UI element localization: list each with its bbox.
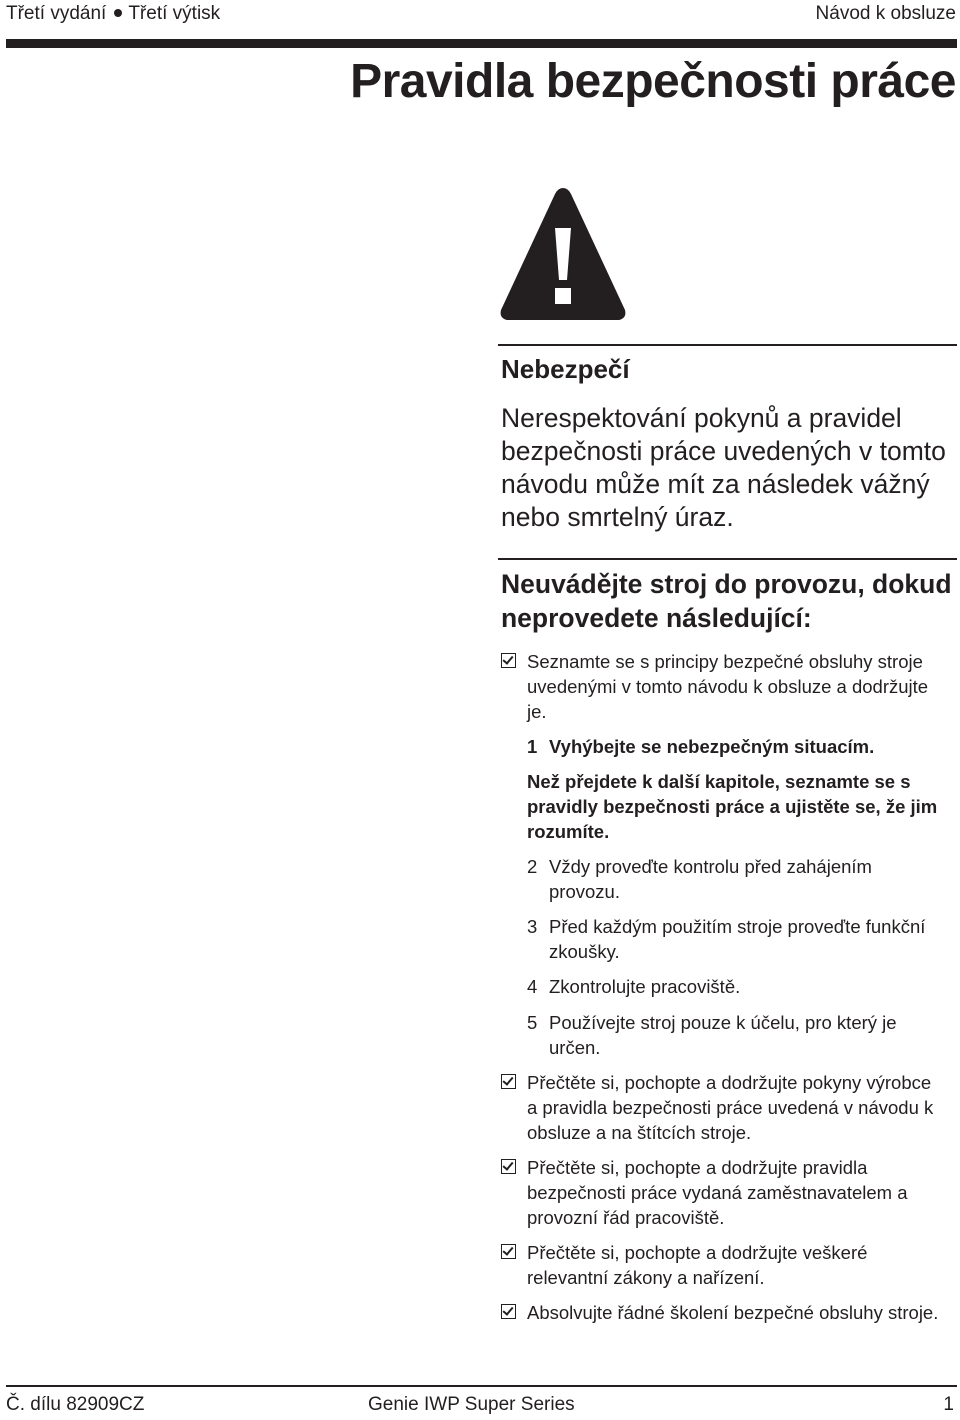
warning-triangle-icon	[498, 184, 628, 327]
checklist-item	[501, 649, 941, 724]
checklist-item	[501, 1240, 941, 1290]
checklist-item	[501, 1155, 941, 1230]
footer-part-number: Č. dílu 82909CZ	[6, 1394, 145, 1415]
header-rule	[6, 39, 957, 48]
step-item	[527, 734, 947, 759]
step-text: Před každým použitím stroje proveďte funkční zkoušky.	[549, 916, 926, 962]
danger-heading: Nebezpečí	[501, 354, 630, 384]
section-heading: Neuvádějte stroj do provozu, dokud neprovedete následující:	[501, 569, 952, 633]
section-rule	[498, 558, 957, 560]
step-item	[527, 1010, 947, 1060]
step-number: 2	[527, 856, 538, 877]
footer-page-number: 1	[943, 1394, 954, 1415]
edition-text: Třetí vydání	[6, 3, 107, 24]
step-text: Vždy proveďte kontrolu před zahájením provozu.	[549, 856, 872, 902]
checkbox-checked-icon	[501, 1304, 516, 1319]
checklist-text: Přečtěte si, pochopte a dodržujte pokyny výrobce a pravidla bezpečnosti práce uvedená v návodu k obsluze a na štítcích stroje.	[527, 1072, 934, 1143]
step-number: 3	[527, 916, 538, 937]
checklist-item	[501, 1070, 941, 1145]
page-title: Pravidla bezpečnosti práce	[350, 55, 956, 108]
checklist-text: Přečtěte si, pochopte a dodržujte pravidla bezpečnosti práce vydaná zaměstnavatelem a provozní řád pracoviště.	[527, 1157, 908, 1228]
step-item	[527, 854, 947, 904]
checklist-text: Přečtěte si, pochopte a dodržujte veškeré relevantní zákony a nařízení.	[527, 1242, 868, 1288]
checklist-item	[501, 1300, 941, 1325]
footer-rule	[6, 1385, 957, 1387]
step-text: Zkontrolujte pracoviště.	[549, 976, 741, 997]
checklist-text: Absolvujte řádné školení bezpečné obsluhy stroje.	[527, 1302, 939, 1323]
checkbox-checked-icon	[501, 1159, 516, 1174]
step-text: Vyhýbejte se nebezpečným situacím.	[549, 736, 875, 757]
checkbox-checked-icon	[501, 1074, 516, 1089]
bullet-icon	[114, 9, 122, 17]
danger-text: Nerespektování pokynů a pravidel bezpečnosti práce uvedených v tomto návodu může mít za následek vážný nebo smrtelný úraz.	[501, 403, 946, 532]
step-number: 5	[527, 1012, 538, 1033]
header-doc-type: Návod k obsluze	[815, 3, 956, 24]
step1-note: Než přejdete k další kapitole, seznamte se s pravidly bezpečnosti práce a ujistěte se, že jim rozumíte.	[527, 771, 938, 842]
printing-text: Třetí výtisk	[128, 3, 221, 24]
step-text: Používejte stroj pouze k účelu, pro který je určen.	[549, 1012, 897, 1058]
step-item	[527, 974, 947, 999]
checkbox-checked-icon	[501, 1244, 516, 1259]
step-number: 1	[527, 736, 538, 757]
step-number: 4	[527, 976, 538, 997]
danger-rule	[498, 344, 957, 346]
header-edition	[6, 3, 220, 25]
footer-product: Genie IWP Super Series	[368, 1394, 575, 1415]
checklist-text: Seznamte se s principy bezpečné obsluhy stroje uvedenými v tomto návodu k obsluze a dodržujte je.	[527, 651, 929, 722]
checkbox-checked-icon	[501, 653, 516, 668]
step-item	[527, 914, 947, 964]
